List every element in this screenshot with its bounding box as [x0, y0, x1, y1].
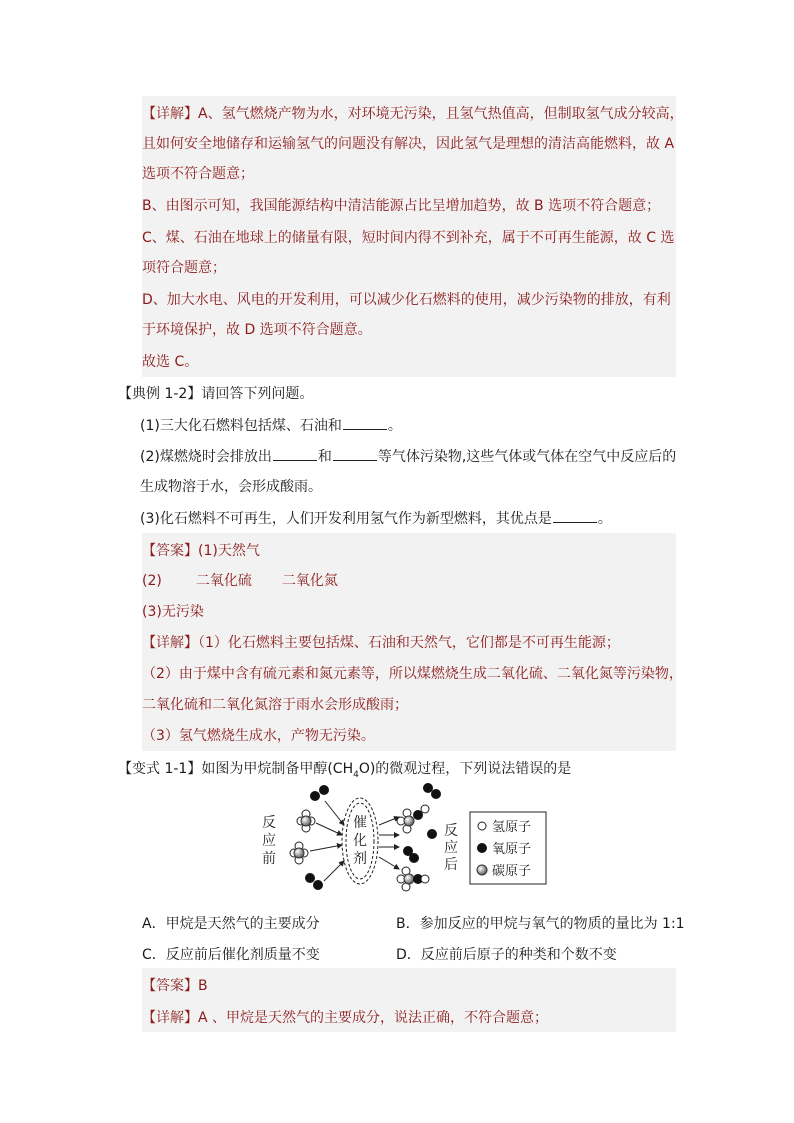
legend-carbon: 碳原子: [492, 864, 532, 879]
methanol-molecule-1: [397, 805, 429, 833]
answer3-line: 【答案】B: [142, 978, 208, 994]
option-a[interactable]: A．甲烷是天然气的主要成分: [142, 916, 320, 932]
detail1-line1: 【详解】A、氢气燃烧产物为水，对环境无污染，且氢气热值高，但制取氢气成分较高，: [142, 106, 684, 122]
before-label-2: 应: [262, 833, 276, 849]
reaction-diagram: [258, 783, 548, 895]
answer3-detail-tag: 【详解】: [142, 1010, 198, 1026]
detail1-line3: 选项不符合题意；: [142, 166, 254, 182]
answer2-detail3: 二氧化硫和二氧化氮溶于雨水会形成酸雨；: [142, 697, 408, 713]
oxygen-atom: [427, 829, 437, 839]
answer2-line2: (2) 二氧化硫 二氧化氮: [142, 573, 338, 589]
answer2-detail-tag: 【详解】: [142, 635, 198, 651]
variant-tag: 【变式 1-1】: [118, 761, 202, 777]
question-1: (1)三大化石燃料包括煤、石油和 。: [140, 415, 402, 436]
answer3-tag: 【答案】: [142, 978, 198, 994]
legend-oxygen: 氧原子: [492, 842, 532, 857]
question-2: (2)煤燃烧时会排放出 和 等气体污染物,这些气体或气体在空气中反应后的: [140, 446, 676, 467]
variant-header: 【变式 1-1】如图为甲烷制备甲醇$(CH_4O)$的微观过程，下列说法错误的是: [118, 761, 572, 780]
question-2-cont: 生成物溶于水，会形成酸雨。: [140, 479, 322, 495]
oxygen-molecule-bottom: [305, 873, 323, 890]
option-b[interactable]: B．参加反应的甲烷与氧气的物质的量比为 1:1: [396, 916, 685, 932]
after-label-1: 反: [444, 823, 458, 839]
question-3: (3)化石燃料不可再生，人们开发利用氢气作为新型燃料，其优点是 。: [140, 508, 612, 529]
answer-blank[interactable]: [273, 446, 317, 461]
option-c[interactable]: C．反应前后催化剂质量不变: [142, 947, 320, 963]
detail1-line2: 且如何安全地储存和运输氢气的问题没有解决，因此氢气是理想的清洁高能燃料，故 A: [142, 136, 675, 152]
example-prompt: 请回答下列问题。: [201, 386, 314, 402]
hydrogen-legend-icon: [478, 822, 486, 830]
answer2-line1: 【答案】(1)天然气: [142, 543, 260, 559]
methane-molecule-2: [290, 842, 308, 864]
oxygen-molecule-middle: [403, 846, 419, 863]
methanol-molecule-2: [397, 867, 429, 891]
oxygen-molecule-top: [310, 785, 329, 801]
after-label-2: 应: [444, 840, 458, 856]
answer3-detail: 【详解】A 、甲烷是天然气的主要成分，说法正确，不符合题意；: [142, 1010, 549, 1026]
catalyst-label-3: 剂: [353, 851, 367, 867]
detail1-line9: 故选 C。: [142, 354, 199, 370]
answer-blank[interactable]: [343, 415, 387, 430]
answer2-tag: 【答案】: [142, 543, 198, 559]
legend-hydrogen: 氢原子: [492, 820, 532, 835]
detail1-line6: 项符合题意；: [142, 260, 226, 276]
after-label-3: 后: [444, 857, 458, 873]
answer2-detail1: 【详解】（1）化石燃料主要包括煤、石油和天然气，它们都是不可再生能源；: [142, 635, 620, 651]
answer2-detail4: （3）氢气燃烧生成水，产物无污染。: [142, 728, 375, 744]
catalyst-label-2: 化: [353, 833, 367, 849]
detail1-line7: D、加大水电、风电的开发利用，可以减少化石燃料的使用，减少污染物的排放，有利: [142, 292, 671, 308]
methane-molecule-1: [297, 810, 315, 832]
before-label-3: 前: [262, 851, 276, 867]
oxygen-legend-icon: [477, 843, 487, 853]
catalyst-label-1: 催: [353, 815, 367, 831]
carbon-legend-icon: [477, 865, 487, 875]
detail1-line8: 于环境保护，故 D 选项不符合题意。: [142, 322, 372, 338]
before-label-1: 反: [262, 815, 276, 831]
detail1-tag: 【详解】: [142, 106, 198, 122]
answer-blank[interactable]: [333, 446, 377, 461]
detail1-line4: B、由图示可知，我国能源结构中清洁能源占比呈增加趋势，故 B 选项不符合题意；: [142, 198, 661, 214]
answer2-detail2: （2）由于煤中含有硫元素和氮元素等，所以煤燃烧生成二氧化硫、二氧化氮等污染物，: [142, 666, 683, 682]
example-header: [118, 384, 313, 404]
detail1-line5: C、煤、石油在地球上的储量有限，短时间内得不到补充，属于不可再生能源，故 C 选: [142, 230, 675, 246]
answer-blank[interactable]: [553, 508, 597, 523]
option-d[interactable]: D．反应前后原子的种类和个数不变: [396, 947, 617, 963]
oxygen-molecule-product: [423, 783, 441, 799]
answer2-line3: (3)无污染: [142, 604, 204, 620]
example-tag: 【典例 1-2】: [118, 386, 202, 402]
